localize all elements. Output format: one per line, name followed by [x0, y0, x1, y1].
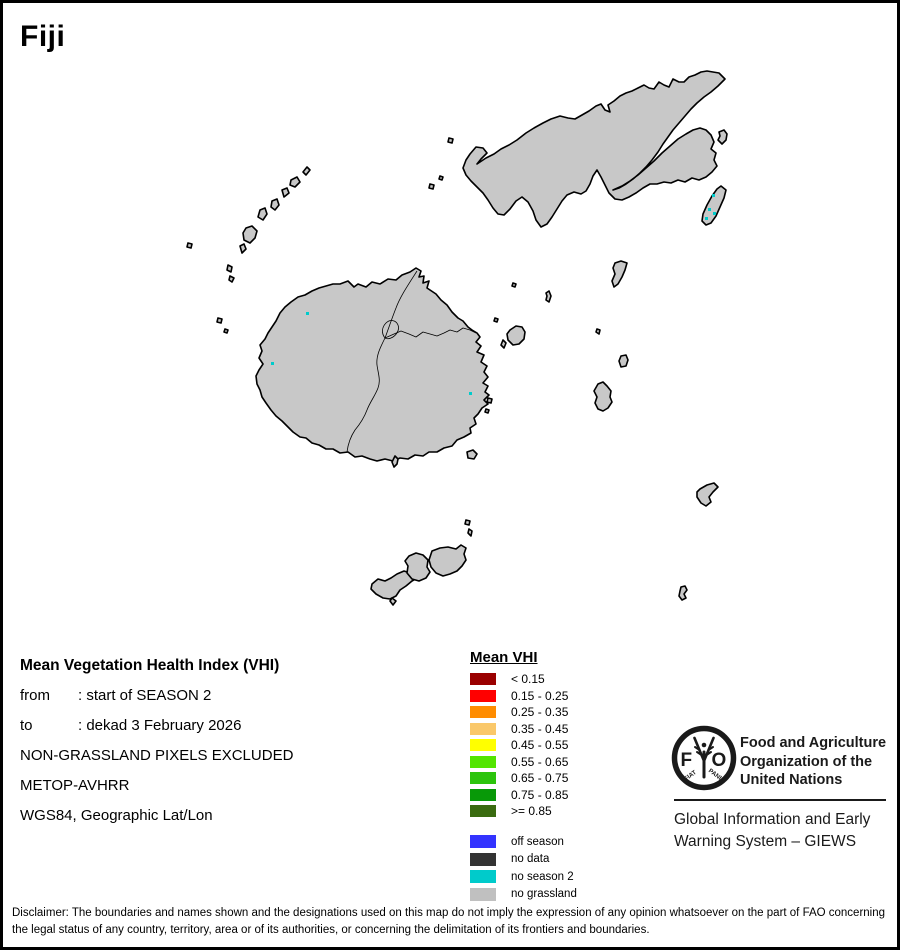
giews-name: Global Information and Early Warning System – GIEWS [674, 811, 871, 850]
moturiki-islet [501, 340, 506, 348]
legend-row: no grassland [470, 888, 577, 901]
vanua-levu-island [463, 71, 725, 227]
legend-swatch [470, 690, 496, 702]
legend-row: >= 0.85 [470, 805, 568, 817]
fao-motto-panis: PANIS [706, 767, 727, 785]
yasawa-island-4 [271, 199, 279, 210]
fao-letter-o: O [711, 750, 727, 771]
legend-row: 0.15 - 0.25 [470, 690, 568, 702]
kadavu-spur-islet [390, 598, 396, 605]
legend-swatch [470, 772, 496, 784]
yasawa-island-2 [290, 177, 300, 187]
info-row-from: from : start of SEASON 2 [20, 687, 212, 704]
disclaimer-text: Disclaimer: The boundaries and names shown and the designations used on this map do not imply the expression of any opinion whatsoever on the part of FAO concerning the legal status of any country, territory, area or of its authorities, or concerning the delimitation of its frontiers and boundaries. [12, 907, 886, 936]
yasawa-island-5 [258, 208, 267, 220]
legend-row: 0.25 - 0.35 [470, 706, 568, 718]
yasawa-island-3 [282, 188, 289, 197]
gau-island [594, 382, 612, 411]
info-line-pixels: NON-GRASSLAND PIXELS EXCLUDED [20, 747, 294, 764]
map-info-block [20, 651, 293, 831]
yasawa-island-7 [240, 244, 246, 253]
mamanuca-islet-2 [229, 276, 234, 282]
legend-swatch [470, 706, 496, 718]
legend-row: no season 2 [470, 870, 577, 883]
legend-row: 0.55 - 0.65 [470, 756, 568, 768]
fao-letter-f: F [680, 750, 693, 771]
legend-row: no data [470, 853, 577, 866]
makogai-islet [546, 291, 551, 302]
vhi-legend [470, 649, 568, 822]
legend-swatch [470, 805, 496, 817]
legend-swatch [470, 673, 496, 685]
mamanuca-islet-1 [227, 265, 232, 272]
rabi-island [718, 130, 727, 144]
waya-island [243, 226, 257, 243]
totoya-island [679, 586, 687, 600]
mamanuca-islet-3 [217, 318, 222, 323]
islet-north-3 [448, 138, 453, 143]
mamanuca-islet-4 [224, 329, 228, 333]
viti-levu-island [256, 268, 489, 461]
info-row-to: to : dekad 3 February 2026 [20, 717, 242, 734]
islet-east-2 [512, 283, 516, 287]
extra-legend [470, 835, 577, 905]
nairai-island [619, 355, 628, 367]
legend-row: 0.65 - 0.75 [470, 772, 568, 784]
legend-swatch [470, 756, 496, 768]
info-heading: Mean Vegetation Health Index (VHI) [20, 657, 280, 674]
legend-row: 0.75 - 0.85 [470, 789, 568, 801]
legend-row: off season [470, 835, 577, 848]
legend-title: Mean VHI [470, 649, 538, 666]
islet-north-2 [439, 176, 443, 180]
info-line-projection: WGS84, Geographic Lat/Lon [20, 807, 213, 824]
legend-swatch [470, 853, 496, 866]
legend-swatch [470, 870, 496, 883]
ono-islet [465, 520, 470, 525]
page-title: Fiji [20, 20, 66, 53]
ono-islet-2 [468, 529, 472, 536]
legend-swatch [470, 888, 496, 901]
legend-row: < 0.15 [470, 673, 568, 685]
kadavu-east-island [429, 545, 466, 576]
fao-divider [674, 799, 886, 801]
legend-row: 0.35 - 0.45 [470, 723, 568, 735]
fao-logo [670, 724, 738, 792]
fao-motto-fiat: FIAT [682, 769, 698, 783]
suva-islet-1 [487, 398, 492, 403]
yasawa-island-1 [303, 167, 310, 175]
suva-islet-2 [485, 409, 489, 413]
islet-north-1 [429, 184, 434, 189]
islet-east-1 [494, 318, 498, 322]
fao-org-name: Food and Agriculture Organization of the United Nations [740, 735, 887, 788]
legend-row: 0.45 - 0.55 [470, 739, 568, 751]
batiki-islet [596, 329, 600, 334]
islands-group [187, 71, 727, 605]
beqa-island [467, 450, 477, 459]
west-islet [187, 243, 192, 248]
legend-swatch [470, 739, 496, 751]
legend-swatch [470, 789, 496, 801]
legend-swatch [470, 723, 496, 735]
ovalau-island [507, 326, 525, 345]
legend-swatch [470, 835, 496, 848]
info-line-sensor: METOP-AVHRR [20, 777, 130, 794]
koro-island [612, 261, 627, 287]
moala-island [697, 483, 718, 506]
